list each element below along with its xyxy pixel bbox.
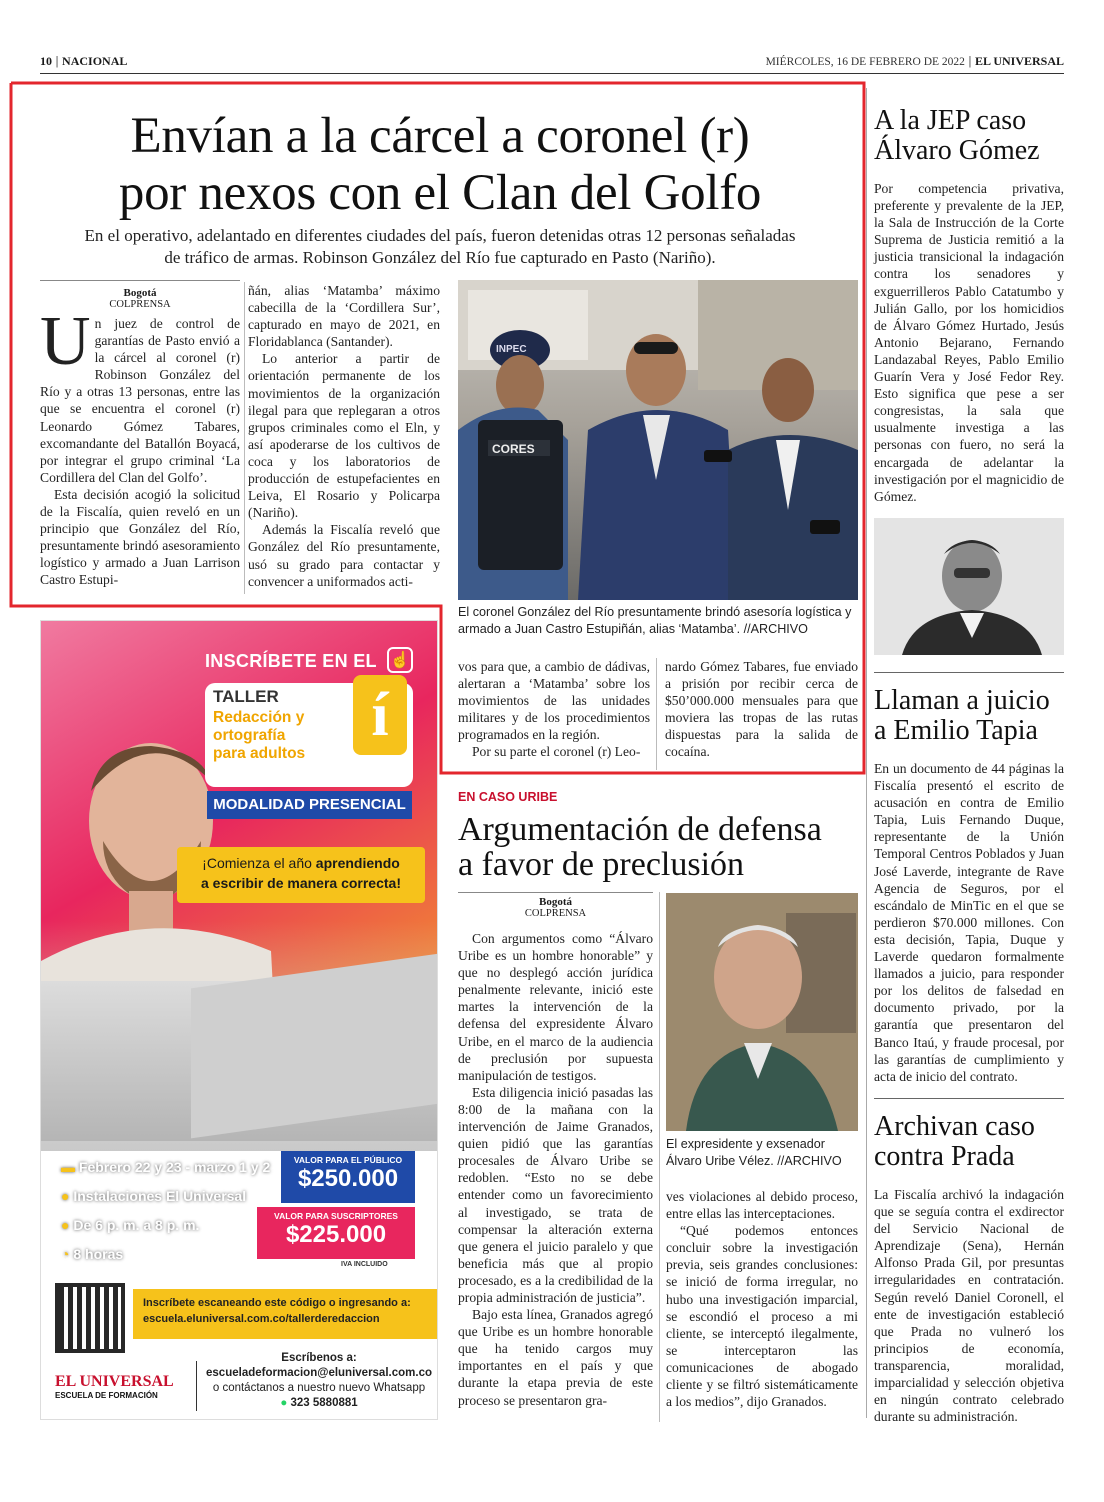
calendar-icon: ▬ bbox=[61, 1159, 75, 1175]
hand-icon: ● bbox=[61, 1217, 70, 1233]
main-col3-p2: Por su parte el coronel (r) Leo- bbox=[472, 744, 641, 760]
sidebar-tapia-text: En un documento de 44 páginas la Fiscalía presentó el escrito de acusación en contra de Emilio Tapia, Luis Fernando Duque, representante de la Unión Temporal Centros Poblados y Juan José Laverde, integrante de Rave Agencia de Seguros, por el escándalo de MinTic en el que se perdieron $70.000 millones. Con esta decisión, Tapia, Duque y Laverde quedaron formalmente llamados a juicio, para responder por los delitos de falsedad en documento privado, por la garantía que presentaron del Banco Itaú, y fraude procesal, por las garantías de cumplimiento y acta de inicio del contrato. bbox=[874, 761, 1064, 1084]
ad-brand-sub: ESCUELA DE FORMACIÓN bbox=[55, 1391, 158, 1400]
ad-contact bbox=[201, 1351, 437, 1411]
sidebar-prada-text: La Fiscalía archivó la indagación que se seguía contra el exdirector del Servicio Nacional de Aprendizaje (Sena), Hernán Alfonso Prada Gil, por presuntas irregularidades en contratación. Según reveló Daniel Coronell, el ente de investigación estableció que Prada no vulneró los principios de economía, transparencia, moralidad, imparcialidad y selección objetiva en ningún contrato celebrado durante su administración. bbox=[874, 1187, 1064, 1425]
uribe-title bbox=[458, 812, 858, 882]
ad-contact-label: Escríbenos a: bbox=[281, 1352, 357, 1364]
price-subs-label: VALOR PARA SUSCRIPTORES bbox=[274, 1211, 398, 1221]
price-subs-box bbox=[257, 1207, 415, 1259]
ad-time: De 6 p. m. a 8 p. m. bbox=[73, 1217, 200, 1233]
header-paper: EL UNIVERSAL bbox=[974, 54, 1064, 68]
ad-scan-text bbox=[143, 1295, 411, 1327]
jep-title-line2: Álvaro Gómez bbox=[874, 135, 1040, 166]
ad-slogan-b: aprendiendo bbox=[315, 855, 400, 871]
ad-iva: IVA INCLUIDO bbox=[341, 1261, 388, 1268]
course-ad[interactable] bbox=[40, 620, 438, 1420]
ad-contact-email[interactable]: escueladeformacion@eluniversal.com.co bbox=[206, 1367, 432, 1379]
main-col2-p1: ñán, alias ‘Matamba’ máximo cabecilla de la ‘Cordillera Sur’, capturado en mayo de 2021, en Floridablanca (Santander). bbox=[248, 283, 440, 350]
uribe-byline-agency: COLPRENSA bbox=[524, 908, 587, 919]
uribe-col1-p3: Bajo esta línea, Granados agregó que Uribe es un hombre honorable que ha tenido cargos muy importantes en el país y que durante la etapa previa de este proceso se presentaron gra- bbox=[458, 1307, 653, 1408]
main-title-line1: Envían a la cárcel a coronel (r) bbox=[130, 108, 750, 164]
ad-course-name bbox=[213, 709, 305, 763]
ad-hours: 8 horas bbox=[73, 1246, 124, 1262]
ad-slogan-text bbox=[177, 853, 425, 893]
qr-code[interactable] bbox=[55, 1283, 125, 1353]
vest-label: CORES bbox=[492, 442, 535, 456]
main-photo-caption: El coronel González del Río presuntamente brindó asesoría logística y armado a Juan Castro Estupiñán, alias ‘Matamba’. //ARCHIVO bbox=[458, 605, 852, 636]
tapia-title-line1: Llaman a juicio bbox=[874, 685, 1050, 716]
main-col3-p1: vos para que, a cambio de dádivas, alertaran a ‘Matamba’ sobre los movimientos de las unidades militares y de los procedimientos programados en la región. bbox=[458, 659, 650, 743]
ad-brand bbox=[55, 1373, 174, 1400]
price-public-box bbox=[281, 1151, 415, 1203]
info-i-icon: í bbox=[353, 675, 407, 755]
uribe-byline-city: Bogotá bbox=[539, 896, 572, 908]
uribe-portrait bbox=[666, 893, 858, 1131]
ad-dates: Febrero 22 y 23 - marzo 1 y 2 bbox=[78, 1159, 271, 1175]
ad-scan-line1: Inscríbete escaneando este código o ingresando a: bbox=[143, 1297, 411, 1309]
header-date: MIÉRCOLES, 16 DE FEBRERO DE 2022 bbox=[765, 56, 965, 68]
main-title-line2: por nexos con el Clan del Golfo bbox=[118, 165, 762, 221]
uribe-col2-p2: “Qué podemos entonces concluir sobre la investigación previa, seis grandes conclusiones: se inició de forma irregular, no hubo una investigación imparcial, se escondió el proceso a mi cliente, se interceptó ilegalmente, se interceptaron las comunicaciones de abogado cliente y se filtró sistemáticamente a los medios”, dijo Granados. bbox=[666, 1223, 858, 1410]
prada-title-line1: Archivan caso bbox=[874, 1111, 1035, 1142]
price-subs: $225.000 bbox=[285, 1221, 387, 1248]
uribe-col1-p2: Esta diligencia inició pasadas las 8:00 de la mañana con la intervención de Jaime Granados, quien pidió que las garantías procesales de Álvaro Uribe se redoblen. “Esto no se debe entender como un favorecimiento al investigado, se trata de compensar la alteración externa que genera el juicio paralelo y que beneficia más que al propio procesado, es a la credibilidad de la propia administración de justicia”. bbox=[458, 1084, 653, 1305]
hand-cursor-icon: ☝ bbox=[387, 647, 413, 673]
ad-brand-name: EL UNIVERSAL bbox=[55, 1373, 174, 1390]
ad-details bbox=[61, 1153, 270, 1269]
section-name: NACIONAL bbox=[62, 54, 128, 68]
main-col2-p3: Además la Fiscalía reveló que González del Río presuntamente, usó su grado para contactar y convencer a uniformados acti- bbox=[248, 522, 440, 589]
uribe-photo bbox=[666, 893, 858, 1131]
main-dek-line1: En el operativo, adelantado en diferentes ciudades del país, fueron detenidas otras 12 personas señaladas bbox=[84, 226, 796, 245]
ad-scan-line2[interactable]: escuela.eluniversal.com.co/tallerderedaccion bbox=[143, 1313, 380, 1325]
page-number: 10 bbox=[40, 54, 52, 68]
uribe-title-line2: a favor de preclusión bbox=[458, 846, 745, 883]
main-col1-p2: Esta decisión acogió la solicitud de la Fiscalía, quien reveló en un principio que González del Río, presuntamente brindó asesoramiento logístico y armado a Juan Larrison Castro Estupi- bbox=[40, 486, 240, 588]
ad-whatsapp[interactable]: 323 5880881 bbox=[290, 1397, 358, 1409]
uribe-photo-caption: El expresidente y exsenador Álvaro Uribe Vélez. //ARCHIVO bbox=[666, 1137, 842, 1168]
price-public: $250.000 bbox=[297, 1165, 399, 1192]
ad-taller: TALLER bbox=[213, 687, 279, 706]
ad-contact-line: o contáctanos a nuestro nuevo Whatsapp bbox=[212, 1382, 426, 1394]
alvaro-gomez-portrait bbox=[874, 518, 1064, 655]
uribe-col1-p1: Con argumentos como “Álvaro Uribe es un hombre honorable” y que no desplegó acción jurídica penalmente relevante, inició este martes la intervención de la defensa del expresidente Álvaro Uribe, en el marco de la audiencia de preclusión por supuesta manipulación de testigos. bbox=[458, 931, 653, 1083]
uribe-col2-p1: ves violaciones al debido proceso, entre ellas las interceptaciones. bbox=[666, 1189, 858, 1222]
ad-place: Instalaciones El Universal bbox=[73, 1188, 247, 1204]
sidebar-jep-text: Por competencia privativa, preferente y prevalente de la JEP, la Sala de Instrucción de la Corte Suprema de Justicia remitió a la justicia transicional la indagación contra los senadores y exguerrilleros Pablo Catatumbo y Julián Gallo, por los homicidios de Álvaro Gómez Hurtado, Jesús Antonio Bejarano, Fernando Landazabal Reyes, Pablo Emilio Guarín Vera y José Fedor Rey. Esto significa que pese a ser congresistas, la sala que usualmente investiga a las personas con fuero, no será la encargada de adelantar la investigación por el magnicidio de Gómez. bbox=[874, 181, 1064, 504]
clock-icon: ◔ bbox=[61, 1246, 70, 1262]
ad-modalidad: MODALIDAD PRESENCIAL bbox=[207, 791, 412, 819]
sidebar-tapia-title bbox=[874, 686, 1064, 746]
price-public-label: VALOR PARA EL PÚBLICO bbox=[293, 1155, 403, 1165]
alvaro-gomez-photo bbox=[874, 518, 1064, 655]
uribe-col-2 bbox=[666, 1188, 858, 1410]
byline-city: Bogotá bbox=[123, 287, 157, 299]
main-col4-p1: nardo Gómez Tabares, fue enviado a prisión por recibir cerca de $50’000.000 mensuales para que moviera las tropas de las rutas dispuestas para la salida de cocaína. bbox=[665, 659, 858, 760]
jep-title-line1: A la JEP caso bbox=[874, 105, 1027, 136]
ad-course-box bbox=[205, 683, 413, 787]
dropcap: U bbox=[40, 303, 91, 380]
uribe-byline bbox=[458, 896, 653, 920]
ad-inscribete: INSCRÍBETE EN EL bbox=[205, 651, 377, 671]
sidebar-jep-title bbox=[874, 106, 1064, 166]
uribe-kicker: EN CASO URIBE bbox=[458, 790, 558, 804]
ad-slogan-a: ¡Comienza el año bbox=[202, 855, 316, 871]
prada-title-line2: contra Prada bbox=[874, 1141, 1015, 1172]
uribe-title-line1: Argumentación de defensa bbox=[458, 811, 822, 848]
main-col1-p1: n juez de control de garantías de Pasto envió a la cárcel al coronel (r) Robinson González del Río y a otras 13 personas, entre las que se encuentra el coronel (r) Leonardo Gómez Tabares, excomandante del Batallón Boyacá, por integrar el grupo criminal ‘La Cordillera del Clan del Golfo’. bbox=[40, 316, 240, 485]
main-dek-line2: de tráfico de armas. Robinson González del Río fue capturado en Pasto (Nariño). bbox=[164, 248, 716, 267]
uribe-col-1 bbox=[458, 930, 653, 1409]
sidebar-prada-title bbox=[874, 1112, 1064, 1172]
ad-slogan-line2: a escribir de manera correcta! bbox=[201, 875, 401, 891]
page-header: 10 | NACIONAL MIÉRCOLES, 16 DE FEBRERO DE 2022 | EL UNIVERSAL bbox=[40, 54, 1064, 68]
ad-course-line2: ortografía bbox=[213, 727, 286, 744]
location-pin-icon: ● bbox=[61, 1188, 70, 1204]
cap-label: INPEC bbox=[496, 344, 527, 355]
whatsapp-icon: ● bbox=[280, 1397, 288, 1409]
ad-course-line1: Redacción y bbox=[213, 709, 305, 726]
main-col2-p2: Lo anterior a partir de orientación permanente de los movimientos de la organización ilegal para que replegaran a otros grupos criminales como el Eln, y así apoderarse de los cultivos de coca y los laboratorios de producción de estupefacientes en Leiva, El Rosario y Policarpa (Nariño). bbox=[248, 351, 440, 521]
byline-agency: COLPRENSA bbox=[109, 299, 171, 310]
ad-course-line3: para adultos bbox=[213, 745, 306, 762]
tapia-title-line2: a Emilio Tapia bbox=[874, 715, 1038, 746]
